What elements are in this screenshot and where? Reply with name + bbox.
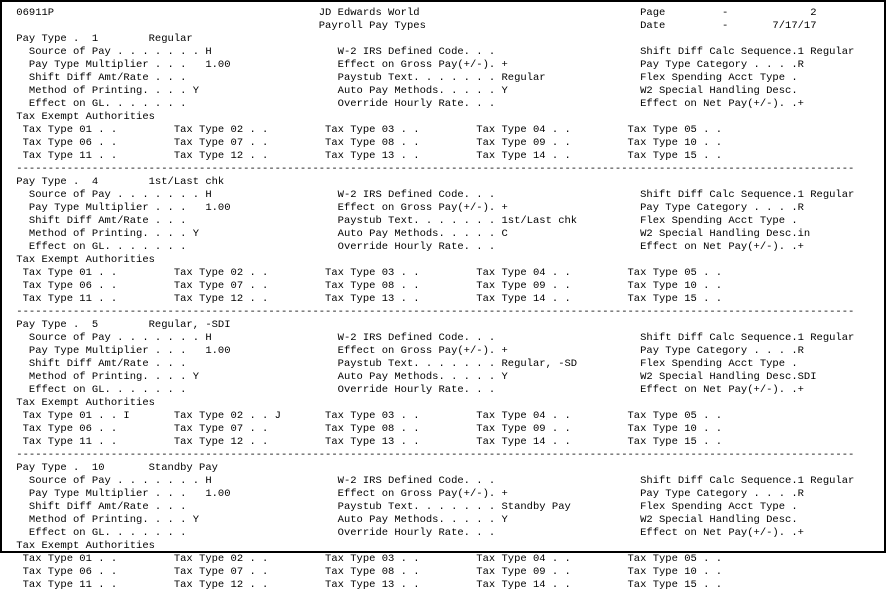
- row-source-of-pay: Source of Pay . . . . . . . H W-2 IRS Defined Code. . . Shift Diff Calc Sequence.1 Regular: [10, 332, 855, 344]
- report-header-line-1: 06911P JD Edwards World Page - 2: [10, 7, 817, 19]
- tax-type-row-3: Tax Type 11 . . Tax Type 12 . . Tax Type 13 . . Tax Type 14 . . Tax Type 15 . .: [10, 436, 723, 448]
- tax-type-row-1: Tax Type 01 . . I Tax Type 02 . . J Tax Type 03 . . Tax Type 04 . . Tax Type 05 . .: [10, 410, 723, 422]
- row-effect-on-gl: Effect on GL. . . . . . . Override Hourly Rate. . . Effect on Net Pay(+/-). .+: [10, 384, 804, 396]
- pay-type-header: Pay Type . 10 Standby Pay: [10, 462, 218, 474]
- row-effect-on-gl: Effect on GL. . . . . . . Override Hourly Rate. . . Effect on Net Pay(+/-). .+: [10, 98, 804, 110]
- row-shift-diff-amt-rate: Shift Diff Amt/Rate . . . Paystub Text. . . . . . . 1st/Last chk Flex Spending Acct Type .: [10, 215, 798, 227]
- pay-type-header: Pay Type . 1 Regular: [10, 33, 193, 45]
- tax-type-row-3: Tax Type 11 . . Tax Type 12 . . Tax Type 13 . . Tax Type 14 . . Tax Type 15 . .: [10, 293, 723, 305]
- tax-exempt-authorities-heading: Tax Exempt Authorities: [10, 254, 155, 266]
- report-header-line-2: Payroll Pay Types Date - 7/17/17: [10, 20, 817, 32]
- tax-type-row-1: Tax Type 01 . . Tax Type 02 . . Tax Type 03 . . Tax Type 04 . . Tax Type 05 . .: [10, 553, 723, 565]
- row-shift-diff-amt-rate: Shift Diff Amt/Rate . . . Paystub Text. . . . . . . Regular, -SD Flex Spending Acct Type .: [10, 358, 798, 370]
- tax-exempt-authorities-heading: Tax Exempt Authorities: [10, 111, 155, 123]
- row-pay-type-multiplier: Pay Type Multiplier . . . 1.00 Effect on Gross Pay(+/-). + Pay Type Category . . . .R: [10, 202, 804, 214]
- row-effect-on-gl: Effect on GL. . . . . . . Override Hourly Rate. . . Effect on Net Pay(+/-). .+: [10, 241, 804, 253]
- block-separator: -------------------------------------------------------------------------------------------------------------------------------------: [10, 449, 855, 461]
- row-method-of-printing: Method of Printing. . . . Y Auto Pay Methods. . . . . Y W2 Special Handling Desc.: [10, 85, 798, 97]
- report-body: [2, 7, 884, 592]
- tax-type-row-1: Tax Type 01 . . Tax Type 02 . . Tax Type 03 . . Tax Type 04 . . Tax Type 05 . .: [10, 267, 723, 279]
- row-source-of-pay: Source of Pay . . . . . . . H W-2 IRS Defined Code. . . Shift Diff Calc Sequence.1 Regular: [10, 475, 855, 487]
- tax-type-row-2: Tax Type 06 . . Tax Type 07 . . Tax Type 08 . . Tax Type 09 . . Tax Type 10 . .: [10, 566, 723, 578]
- row-method-of-printing: Method of Printing. . . . Y Auto Pay Methods. . . . . Y W2 Special Handling Desc.: [10, 514, 798, 526]
- row-source-of-pay: Source of Pay . . . . . . . H W-2 IRS Defined Code. . . Shift Diff Calc Sequence.1 Regular: [10, 189, 855, 201]
- tax-exempt-authorities-heading: Tax Exempt Authorities: [10, 397, 155, 409]
- row-pay-type-multiplier: Pay Type Multiplier . . . 1.00 Effect on Gross Pay(+/-). + Pay Type Category . . . .R: [10, 488, 804, 500]
- row-pay-type-multiplier: Pay Type Multiplier . . . 1.00 Effect on Gross Pay(+/-). + Pay Type Category . . . .R: [10, 59, 804, 71]
- tax-type-row-2: Tax Type 06 . . Tax Type 07 . . Tax Type 08 . . Tax Type 09 . . Tax Type 10 . .: [10, 137, 723, 149]
- tax-type-row-2: Tax Type 06 . . Tax Type 07 . . Tax Type 08 . . Tax Type 09 . . Tax Type 10 . .: [10, 280, 723, 292]
- row-effect-on-gl: Effect on GL. . . . . . . Override Hourly Rate. . . Effect on Net Pay(+/-). .+: [10, 527, 804, 539]
- row-pay-type-multiplier: Pay Type Multiplier . . . 1.00 Effect on Gross Pay(+/-). + Pay Type Category . . . .R: [10, 345, 804, 357]
- tax-type-row-1: Tax Type 01 . . Tax Type 02 . . Tax Type 03 . . Tax Type 04 . . Tax Type 05 . .: [10, 124, 723, 136]
- row-method-of-printing: Method of Printing. . . . Y Auto Pay Methods. . . . . Y W2 Special Handling Desc.SDI: [10, 371, 817, 383]
- tax-type-row-3: Tax Type 11 . . Tax Type 12 . . Tax Type 13 . . Tax Type 14 . . Tax Type 15 . .: [10, 150, 723, 162]
- tax-exempt-authorities-heading: Tax Exempt Authorities: [10, 540, 155, 552]
- row-source-of-pay: Source of Pay . . . . . . . H W-2 IRS Defined Code. . . Shift Diff Calc Sequence.1 Regular: [10, 46, 855, 58]
- row-method-of-printing: Method of Printing. . . . Y Auto Pay Methods. . . . . C W2 Special Handling Desc.in: [10, 228, 811, 240]
- pay-type-header: Pay Type . 4 1st/Last chk: [10, 176, 225, 188]
- row-shift-diff-amt-rate: Shift Diff Amt/Rate . . . Paystub Text. . . . . . . Regular Flex Spending Acct Type .: [10, 72, 798, 84]
- row-shift-diff-amt-rate: Shift Diff Amt/Rate . . . Paystub Text. . . . . . . Standby Pay Flex Spending Acct Type .: [10, 501, 798, 513]
- block-separator: -------------------------------------------------------------------------------------------------------------------------------------: [10, 306, 855, 318]
- tax-type-row-3: Tax Type 11 . . Tax Type 12 . . Tax Type 13 . . Tax Type 14 . . Tax Type 15 . .: [10, 579, 723, 591]
- block-separator: -------------------------------------------------------------------------------------------------------------------------------------: [10, 163, 855, 175]
- tax-type-row-2: Tax Type 06 . . Tax Type 07 . . Tax Type 08 . . Tax Type 09 . . Tax Type 10 . .: [10, 423, 723, 435]
- pay-type-header: Pay Type . 5 Regular, -SDI: [10, 319, 231, 331]
